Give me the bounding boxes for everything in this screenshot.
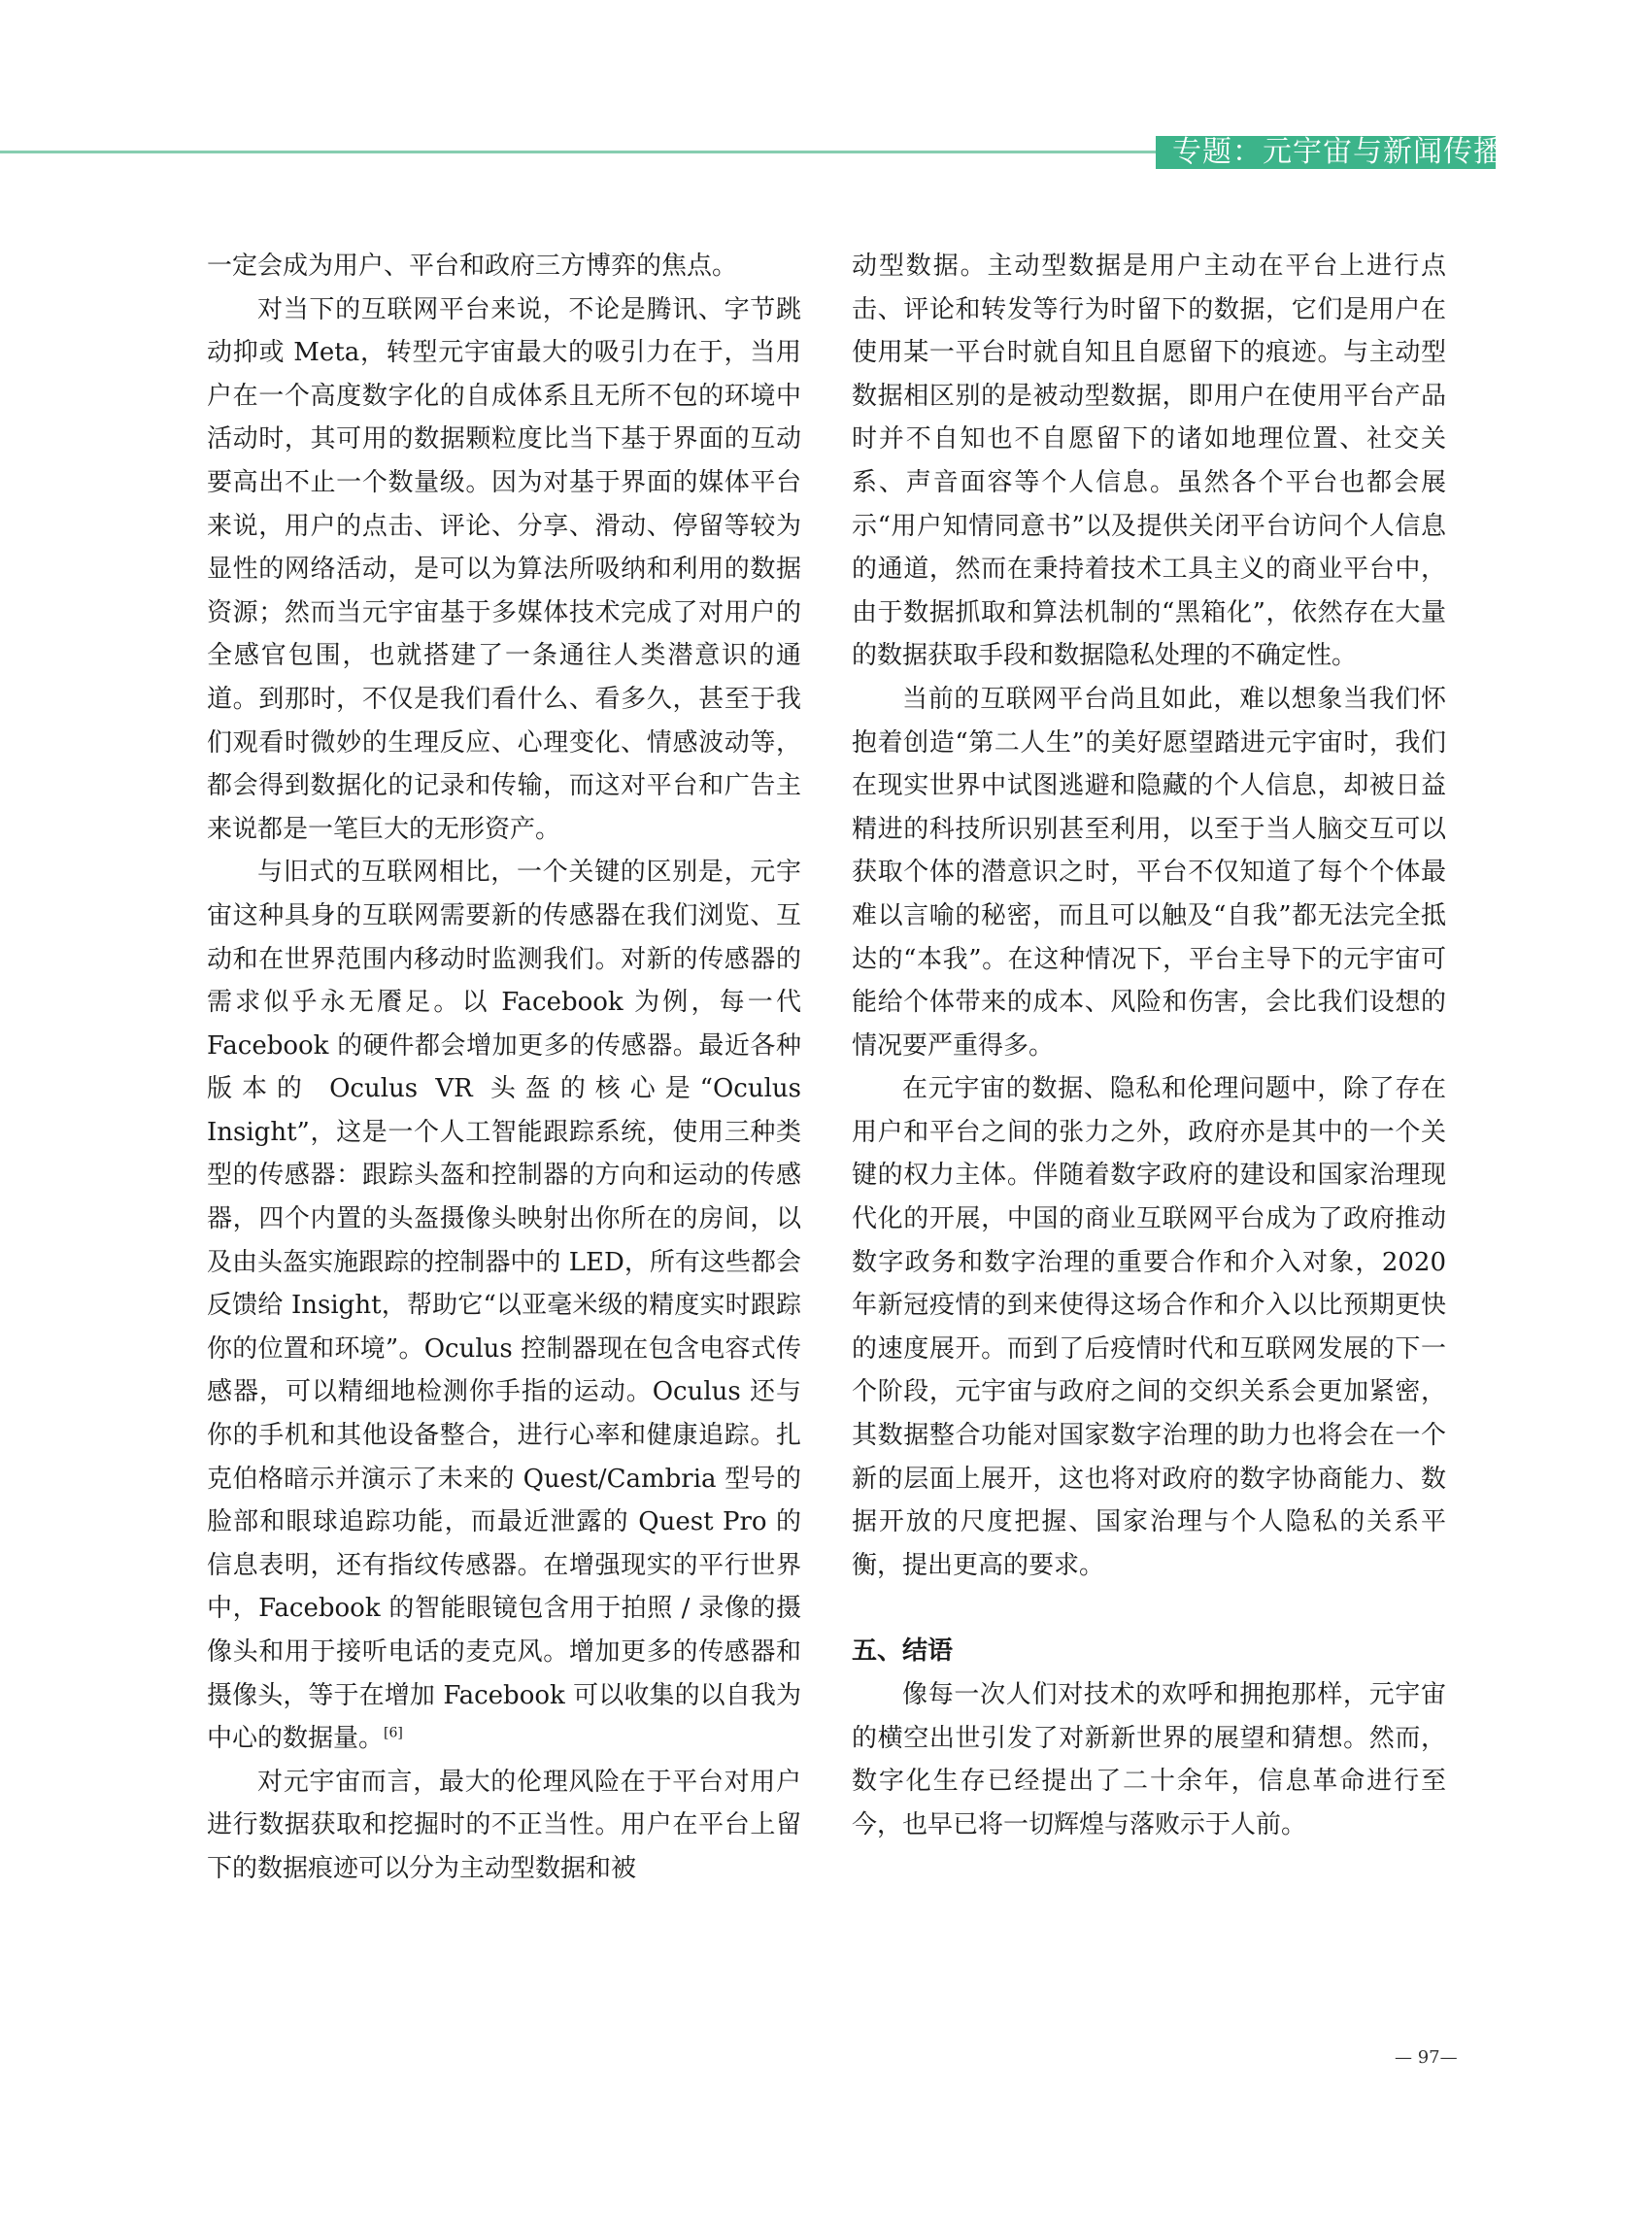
- paragraph-text: 与旧式的互联网相比，一个关键的区别是，元宇宙这种具身的互联网需要新的传感器在我们浏览、互动和在世界范围内移动时监测我们。对新的传感器的需求似乎永无餍足。以 Facebook 为例，每一代 Facebook 的硬件都会增加更多的传感器。最近各种版本的 Oculus VR 头盔的核心是“Oculus Insight”，这是一个人工智能跟踪系统，使用三种类型的传感器：跟踪头盔和控制器的方向和运动的传感器，四个内置的头盔摄像头映射出你所在的房间，以及由头盔实施跟踪的控制器中的 LED，所有这些都会反馈给 Insight，帮助它“以亚毫米级的精度实时跟踪你的位置和环境”。Oculus 控制器现在包含电容式传感器，可以精细地检测你手指的运动。Oculus 还与你的手机和其他设备整合，进行心率和健康追踪。扎克伯格暗示并演示了未来的 Quest/Cambria 型号的脸部和眼球追踪功能，而最近泄露的 Quest Pro 的信息表明，还有指纹传感器。在增强现实的平行世界中，Facebook 的智能眼镜包含用于拍照 / 录像的摄像头和用于接听电话的麦克风。增加更多的传感器和摄像头，等于在增加 Facebook 可以收集的以自我为中心的数据量。: [207, 858, 801, 1754]
- paragraph: 对当下的互联网平台来说，不论是腾讯、字节跳动抑或 Meta，转型元宇宙最大的吸引力在于，当用户在一个高度数字化的自成体系且无所不包的环境中活动时，其可用的数据颗粒度比当下基于界面的互动要高出不止一个数量级。因为对基于界面的媒体平台来说，用户的点击、评论、分享、滑动、停留等较为显性的网络活动，是可以为算法所吸纳和利用的数据资源；然而当元宇宙基于多媒体技术完成了对用户的全感官包围，也就搭建了一条通往人类潜意识的通道。到那时，不仅是我们看什么、看多久，甚至于我们观看时微妙的生理反应、心理变化、情感波动等，都会得到数据化的记录和传输，而这对平台和广告主来说都是一笔巨大的无形资产。: [207, 294, 801, 844]
- paragraph: 在元宇宙的数据、隐私和伦理问题中，除了存在用户和平台之间的张力之外，政府亦是其中的一个关键的权力主体。伴随着数字政府的建设和国家治理现代化的开展，中国的商业互联网平台成为了政府推动数字政务和数字治理的重要合作和介入对象，2020 年新冠疫情的到来使得这场合作和介入以比预期更快的速度展开。而到了后疫情时代和互联网发展的下一个阶段，元宇宙与政府之间的交织关系会更加紧密，其数据整合功能对国家数字治理的助力也将会在一个新的层面上展开，这也将对政府的数字协商能力、数据开放的尺度把握、国家治理与个人隐私的关系平衡，提出更高的要求。: [852, 1074, 1446, 1580]
- paragraph: 一定会成为用户、平台和政府三方博弈的焦点。: [207, 252, 738, 281]
- running-header-title: 专题：元宇宙与新闻传播: [1172, 135, 1503, 169]
- paragraph: 像每一次人们对技术的欢呼和拥抱那样，元宇宙的横空出世引发了对新新世界的展望和猜想。然而，数字化生存已经提出了二十余年，信息革命进行至今，也早已将一切辉煌与落败示于人前。: [852, 1680, 1446, 1839]
- paragraph: [207, 851, 801, 1760]
- paragraph: 当前的互联网平台尚且如此，难以想象当我们怀抱着创造“第二人生”的美好愿望踏进元宇宙时，我们在现实世界中试图逃避和隐藏的个人信息，却被日益精进的科技所识别甚至利用，以至于当人脑交互可以获取个体的潜意识之时，平台不仅知道了每个个体最难以言喻的秘密，而且可以触及“自我”都无法完全抵达的“本我”。在这种情况下，平台主导下的元宇宙可能给个体带来的成本、风险和伤害，会比我们设想的情况要严重得多。: [852, 684, 1446, 1061]
- page-number: — 97—: [1395, 2047, 1458, 2068]
- right-column: [852, 245, 1446, 1846]
- header-rule: [0, 151, 1156, 153]
- section-heading: 五、结语: [852, 1636, 954, 1667]
- paragraph: 动型数据。主动型数据是用户主动在平台上进行点击、评论和转发等行为时留下的数据，它们是用户在使用某一平台时就自知且自愿留下的痕迹。与主动型数据相区别的是被动型数据，即用户在使用平台产品时并不自知也不自愿留下的诸如地理位置、社交关系、声音面容等个人信息。虽然各个平台也都会展示“用户知情同意书”以及提供关闭平台访问个人信息的通道，然而在秉持着技术工具主义的商业平台中，由于数据抓取和算法机制的“黑箱化”，依然存在大量的数据获取手段和数据隐私处理的不确定性。: [852, 252, 1446, 671]
- left-column: [207, 245, 801, 1891]
- paragraph: 对元宇宙而言，最大的伦理风险在于平台对用户进行数据获取和挖掘时的不正当性。用户在平台上留下的数据痕迹可以分为主动型数据和被: [207, 1767, 801, 1883]
- citation-reference[interactable]: [6]: [384, 1725, 403, 1741]
